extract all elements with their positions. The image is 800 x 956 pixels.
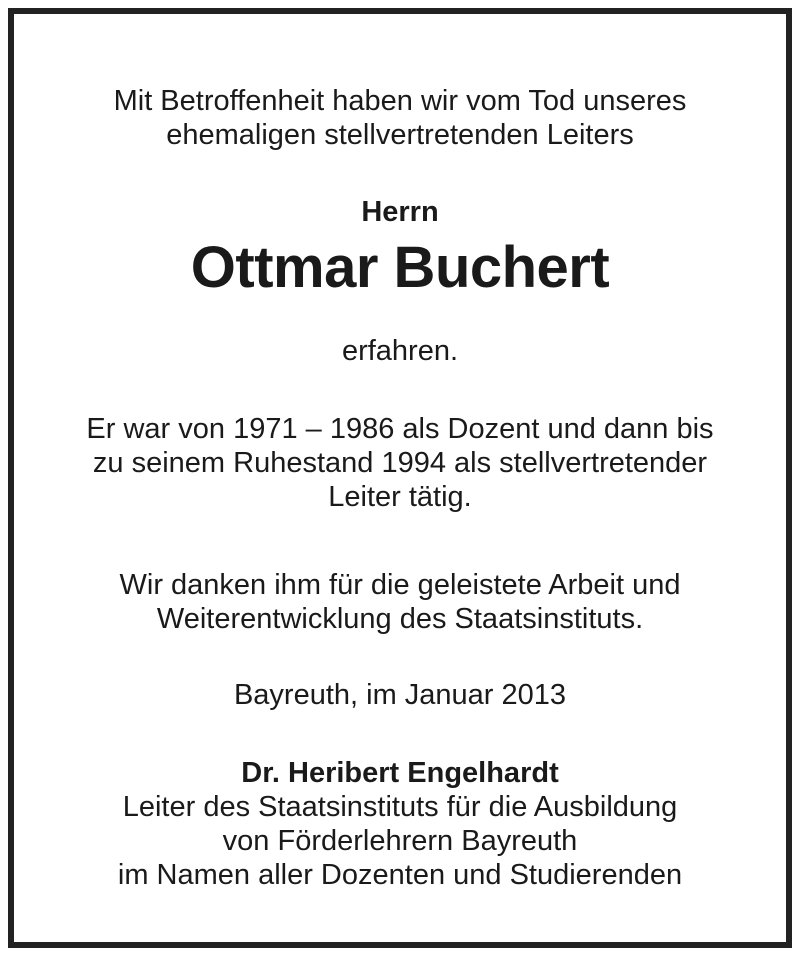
thanks-line-1: Wir danken ihm für die geleistete Arbeit und xyxy=(119,569,681,601)
signatory-line-2: von Förderlehrern Bayreuth xyxy=(222,825,578,857)
career-line-3: Leiter tätig. xyxy=(328,481,472,513)
obituary-notice xyxy=(8,8,792,948)
career-line-1: Er war von 1971 – 1986 als Dozent und dann bis xyxy=(86,413,714,445)
intro-line-2: ehemaligen stellvertretenden Leiters xyxy=(166,119,634,151)
intro-line-1: Mit Betroffenheit haben wir vom Tod unseres xyxy=(113,85,687,117)
career-line-2: zu seinem Ruhestand 1994 als stellvertretender xyxy=(92,447,708,479)
thanks-line-2: Weiterentwicklung des Staatsinstituts. xyxy=(156,603,644,635)
signatory-line-1: Leiter des Staatsinstituts für die Ausbildung xyxy=(122,791,678,823)
signatory-name: Dr. Heribert Engelhardt xyxy=(241,757,559,789)
place-date: Bayreuth, im Januar 2013 xyxy=(233,679,567,711)
learned-text: erfahren. xyxy=(341,335,459,367)
salutation: Herrn xyxy=(361,196,439,228)
signatory-line-3: im Namen aller Dozenten und Studierenden xyxy=(117,859,683,891)
deceased-name: Ottmar Buchert xyxy=(190,235,610,300)
